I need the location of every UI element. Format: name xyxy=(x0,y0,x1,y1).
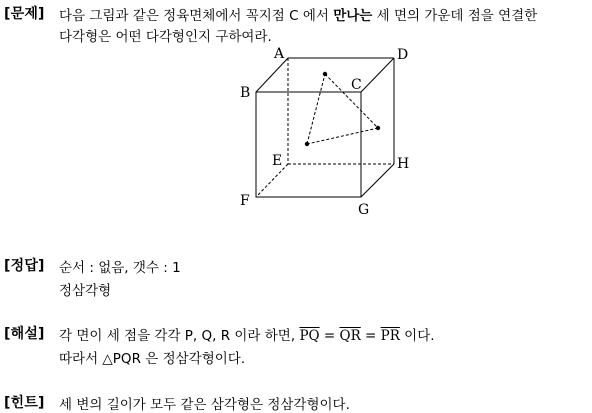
vertex-label-E: E xyxy=(272,153,283,169)
triangle-side-3 xyxy=(307,74,325,144)
vertex-label-B: B xyxy=(240,85,251,101)
answer-tag: [정답] xyxy=(4,258,45,274)
explanation-tag: [해설] xyxy=(4,326,45,342)
triangle-side-2 xyxy=(307,128,378,144)
explanation-text-part: 이다. xyxy=(399,328,435,344)
explanation-line-2: 따라서 △PQR 은 정삼각형이다. xyxy=(59,351,246,367)
edge-GH xyxy=(361,164,394,197)
hint-line-1: 세 변의 길이가 모두 같은 삼각형은 정삼각형이다. xyxy=(59,397,350,413)
problem-text-part: 세 면의 가운데 점을 연결한 xyxy=(372,8,538,24)
segment-PQ: $\overline{PQ}$ xyxy=(299,328,320,344)
equals-sign: = xyxy=(360,328,381,344)
vertex-label-F: F xyxy=(240,193,250,209)
segment-PR: $\overline{PR}$ xyxy=(380,328,400,344)
cube-figure xyxy=(234,44,414,222)
vertex-label-H: H xyxy=(397,156,410,172)
problem-tag: [문제] xyxy=(4,6,45,22)
vertex-label-G: G xyxy=(358,202,370,218)
edge-BA xyxy=(256,58,288,92)
midpoint-dot xyxy=(305,142,309,146)
explanation-line-1 xyxy=(59,324,435,344)
edge-CD xyxy=(361,58,394,92)
midpoint-dot xyxy=(376,126,380,130)
answer-line-2: 정삼각형 xyxy=(59,283,112,299)
answer-line-1: 순서 : 없음, 갯수 : 1 xyxy=(59,260,181,276)
equals-sign: = xyxy=(319,328,340,344)
problem-text-line-1 xyxy=(59,4,537,24)
problem-emphasis: 만나는 xyxy=(333,8,373,24)
hint-tag: [힌트] xyxy=(4,395,45,411)
explanation-text-part: 각 면이 세 점을 각각 P, Q, R 이라 하면, xyxy=(59,328,300,344)
problem-text-part: 다음 그림과 같은 정육면체에서 꼭지점 C 에서 xyxy=(59,8,334,24)
vertex-label-D: D xyxy=(397,47,409,63)
segment-QR: $\overline{QR}$ xyxy=(339,328,361,344)
vertex-label-A: A xyxy=(274,46,285,62)
vertex-label-C: C xyxy=(351,77,362,93)
problem-text-line-2: 다각형은 어떤 다각형인지 구하여라. xyxy=(59,29,272,45)
midpoint-dot xyxy=(323,72,327,76)
